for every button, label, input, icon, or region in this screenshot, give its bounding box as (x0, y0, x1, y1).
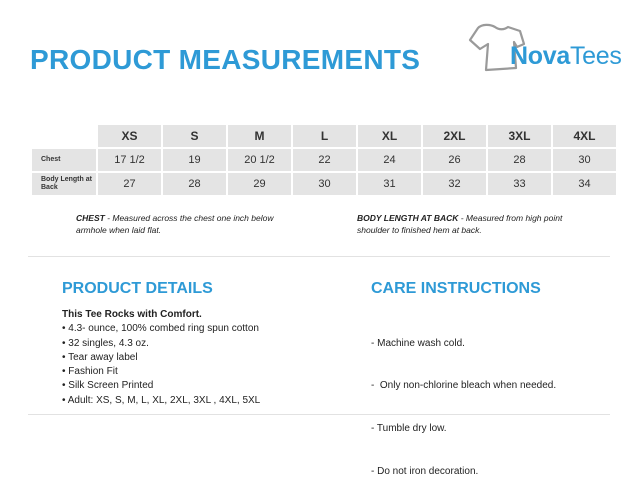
table-cell: 19 (163, 149, 226, 171)
table-cell: 30 (553, 149, 616, 171)
size-header: 4XL (553, 125, 616, 147)
table-cell: 34 (553, 173, 616, 195)
table-cell: 27 (98, 173, 161, 195)
table-cell: 29 (228, 173, 291, 195)
care-instructions-list (371, 308, 556, 494)
product-details-list (62, 308, 260, 408)
table-cell: 20 1/2 (228, 149, 291, 171)
product-details-heading: PRODUCT DETAILS (62, 280, 213, 297)
logo-text-bold: Nova (510, 42, 570, 70)
chest-note (76, 212, 291, 236)
bottom-divider (28, 414, 610, 415)
table-cell: 32 (423, 173, 486, 195)
table-cell: 28 (163, 173, 226, 195)
row-label: Chest (32, 149, 96, 171)
row-label: Body Length at Back (32, 173, 96, 195)
size-chart-table (30, 123, 618, 197)
chest-row (32, 149, 616, 171)
table-cell: 24 (358, 149, 421, 171)
list-item: • Tear away label (62, 351, 138, 363)
list-item: - Do not iron decoration. (371, 466, 479, 478)
note-text: - Measured from high point shoulder to finished hem at back. (357, 213, 563, 235)
size-header: M (228, 125, 291, 147)
table-cell: 31 (358, 173, 421, 195)
list-item: - Only non-chlorine bleach when needed. (371, 380, 557, 392)
size-header: XL (358, 125, 421, 147)
note-text: - Measured across the chest one inch below armhole when laid flat. (76, 213, 274, 235)
size-header: XS (98, 125, 161, 147)
list-item: • Fashion Fit (62, 366, 118, 378)
list-item: - Machine wash cold. (371, 337, 465, 349)
list-item: • 4.3- ounce, 100% combed ring spun cotton (62, 323, 259, 335)
table-cell: 22 (293, 149, 356, 171)
body-length-note (357, 212, 582, 236)
table-cell: 17 1/2 (98, 149, 161, 171)
table-cell: 26 (423, 149, 486, 171)
list-item: - Tumble dry low. (371, 423, 447, 435)
table-cell: 28 (488, 149, 551, 171)
logo-text-regular: Tees (569, 42, 622, 70)
details-intro: This Tee Rocks with Comfort. (62, 309, 202, 320)
size-header: L (293, 125, 356, 147)
table-corner (32, 125, 96, 147)
list-item: • Adult: XS, S, M, L, XL, 2XL, 3XL , 4XL, 5XL (62, 394, 261, 406)
list-item: • Silk Screen Printed (62, 380, 154, 392)
note-term: CHEST (76, 213, 105, 223)
page-title: PRODUCT MEASUREMENTS (30, 44, 421, 75)
size-header-row (32, 125, 616, 147)
body-length-row (32, 173, 616, 195)
size-header: S (163, 125, 226, 147)
list-item: • 32 singles, 4.3 oz. (62, 337, 149, 349)
section-divider (28, 256, 610, 257)
care-instructions-heading: CARE INSTRUCTIONS (371, 280, 541, 297)
note-term: BODY LENGTH AT BACK (357, 213, 459, 223)
table-cell: 33 (488, 173, 551, 195)
size-header: 3XL (488, 125, 551, 147)
table-cell: 30 (293, 173, 356, 195)
size-header: 2XL (423, 125, 486, 147)
brand-logo (462, 20, 622, 80)
logo-wordmark (510, 42, 622, 71)
